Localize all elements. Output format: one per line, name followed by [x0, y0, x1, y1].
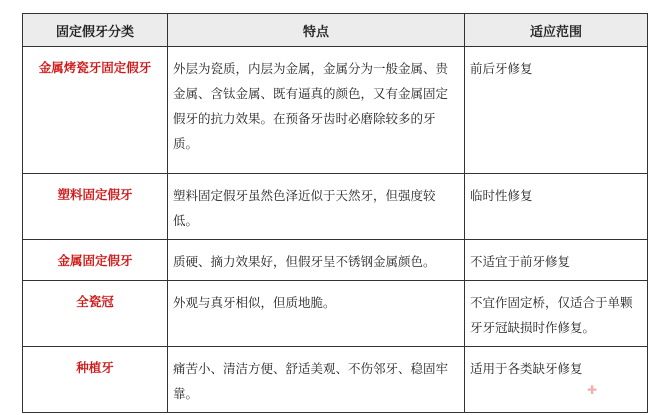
header-scope: 适应范围	[465, 14, 648, 47]
table-row	[23, 240, 648, 281]
table-row	[23, 174, 648, 240]
row-type: 金属固定假牙	[23, 240, 168, 281]
row-features: 外层为瓷质，内层为金属，金属分为一般金属、贵金属、含钛金属、既有逼真的颜色，又有金属固定假牙的抗力效果。在预备牙齿时必磨除较多的牙质。	[168, 47, 465, 174]
row-scope: 不宜作固定桥，仅适合于单颗牙牙冠缺损时作修复。	[465, 281, 648, 347]
row-features: 痛苦小、清洁方便、舒适美观、不伤邻牙、稳固牢靠。	[168, 347, 465, 413]
row-features: 塑料固定假牙虽然色泽近似于天然牙，但强度较低。	[168, 174, 465, 240]
row-features: 外观与真牙相似，但质地脆。	[168, 281, 465, 347]
table-row	[23, 347, 648, 413]
row-type: 种植牙	[23, 347, 168, 413]
watermark-cross-icon: ✚	[587, 383, 598, 397]
row-scope: 前后牙修复	[465, 47, 648, 174]
row-scope: 临时性修复	[465, 174, 648, 240]
row-features: 质硬、摘力效果好，但假牙呈不锈钢金属颜色。	[168, 240, 465, 281]
row-scope: 不适宜于前牙修复	[465, 240, 648, 281]
header-features: 特点	[168, 14, 465, 47]
table-row	[23, 47, 648, 174]
row-scope: 适用于各类缺牙修复	[465, 347, 648, 413]
denture-comparison-table	[22, 13, 648, 413]
table-header-row	[23, 14, 648, 47]
row-type: 金属烤瓷牙固定假牙	[23, 47, 168, 174]
row-type: 塑料固定假牙	[23, 174, 168, 240]
row-type: 全瓷冠	[23, 281, 168, 347]
header-category: 固定假牙分类	[23, 14, 168, 47]
table-row	[23, 281, 648, 347]
